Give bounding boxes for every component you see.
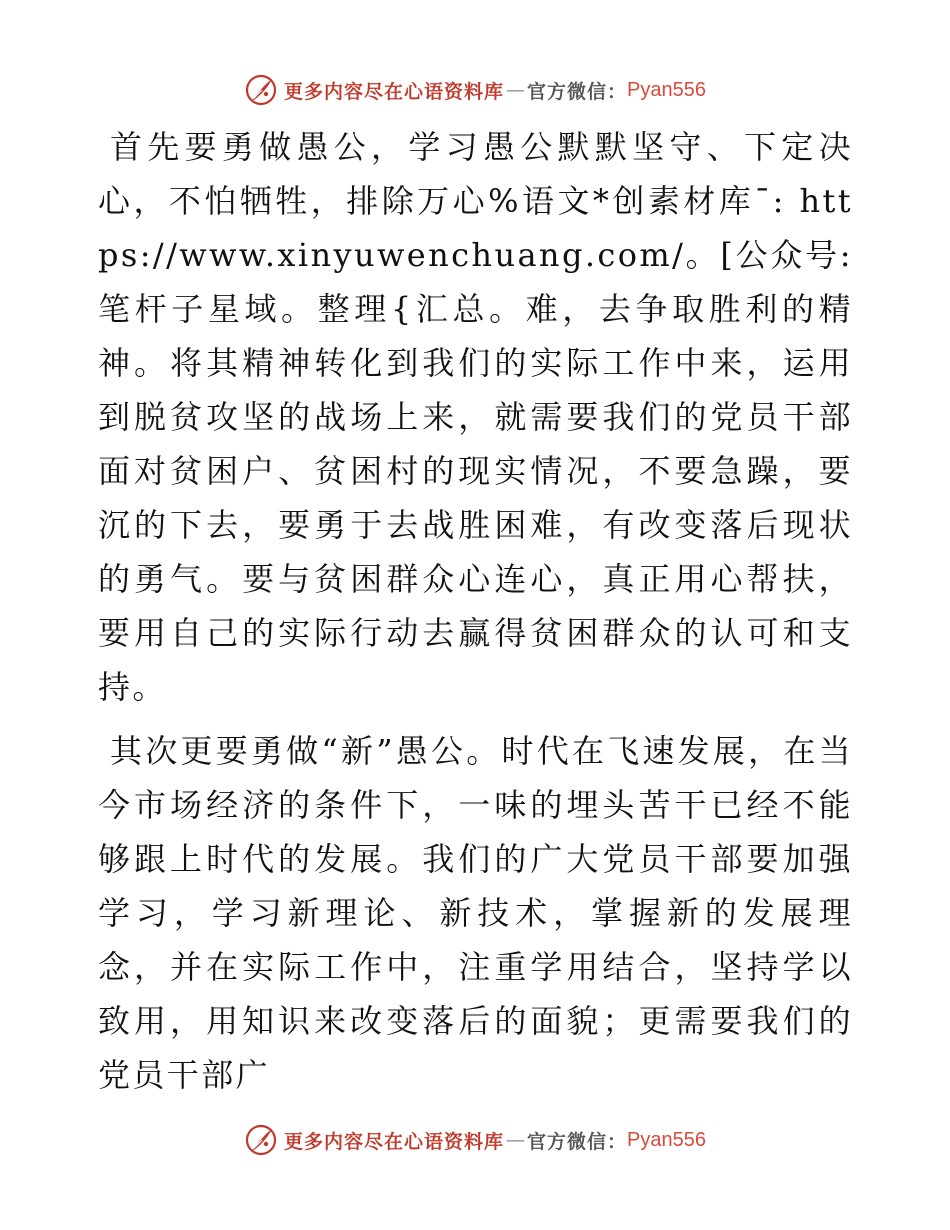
banner-brand-text: 更多内容尽在心语资料库 (284, 80, 505, 103)
banner-contact-id: Pyan556 (627, 78, 706, 101)
document-body (98, 120, 853, 1102)
paragraph-2: 其次更要勇做“新”愚公。时代在飞速发展，在当今市场经济的条件下，一味的埋头苦干已经不能够跟上时代的发展。我们的广大党员干部要加强学习，学习新理论、新技术，掌握新的发展理念，并在实际工作中，注重学用结合，坚持学以致用，用知识来改变落后的面貌；更需要我们的党员干部广 (98, 732, 853, 1094)
header-banner (0, 70, 950, 110)
footer-contact-id: Pyan556 (627, 1128, 706, 1151)
footer-banner (0, 1120, 950, 1160)
footer-contact-label: 官方微信： (527, 1130, 628, 1153)
quill-logo-icon (244, 73, 278, 107)
paragraph-1: 首先要勇做愚公，学习愚公默默坚守、下定决心，不怕牺牲，排除万心%语文*创素材库¯: https://www.xinyuwenchuang.com/。[公众号: 笔杆子星域。整理{汇总。难，去争取胜利的精神。将其精神转化到我们的实际工作中来，运用到脱贫攻坚的战场上来，就需要我们的党员干部面对贫困户、贫困村的现实情况，不要急躁，要沉的下去，要勇于去战胜困难，有改变落后现状的勇气。要与贫困群众心连心，真正用心帮扶，要用自己的实际行动去赢得贫困群众的认可和支持。 (98, 128, 853, 706)
banner-contact-label: 官方微信： (527, 80, 628, 103)
quill-logo-icon (244, 1123, 278, 1157)
banner-separator: — (506, 79, 526, 101)
footer-brand-text: 更多内容尽在心语资料库 (284, 1130, 505, 1153)
footer-separator: — (506, 1129, 526, 1151)
